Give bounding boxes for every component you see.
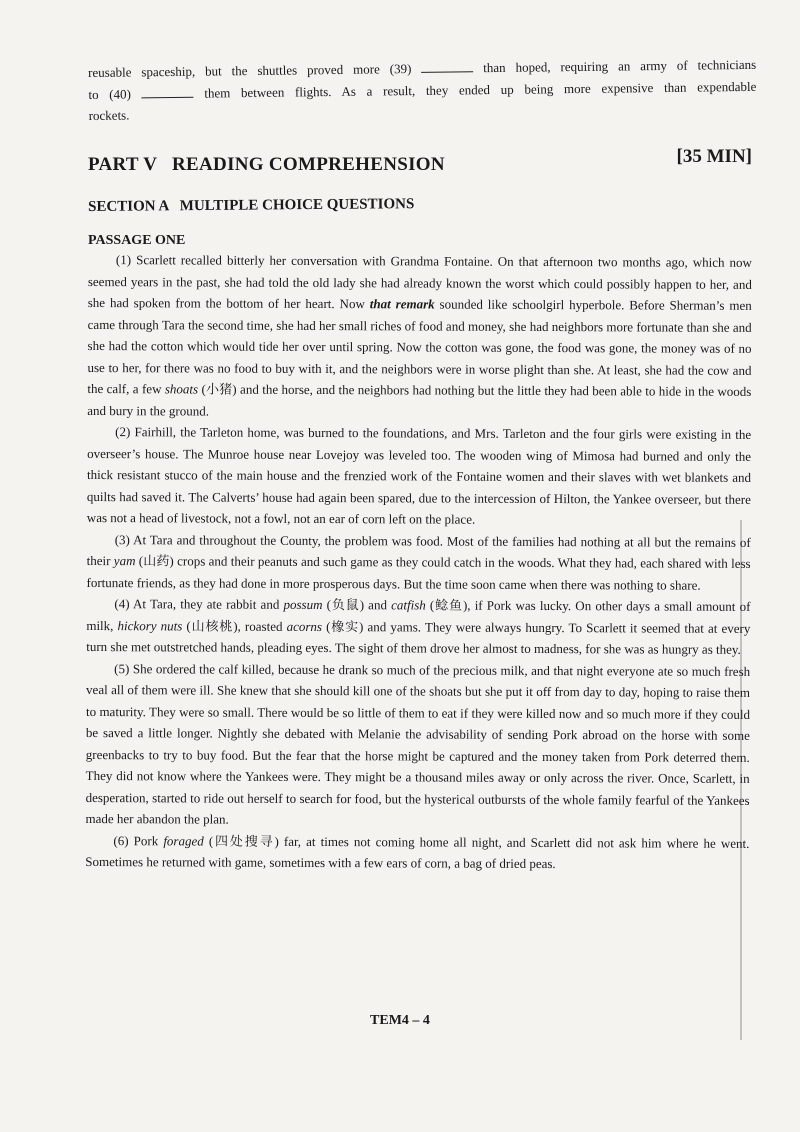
paragraph-1: (1) Scarlett recalled bitterly her conversation with Grandma Fontaine. On that afternoon two months ago, which now seemed years in the past, she had told the old lady she had already known the worst which could possibly happen to her, and she had spoken from the bottom of her heart. Now that remark sounded like schoolgirl hyperbole. Before Sherman’s men came through Tara the second time, she had her small riches of food and money, she had neighbors more fortunate than she and she had the cotton which would tide her over until spring. Now the cotton was gone, the food was gone, the money was of no use to her, for there was no food to buy with it, and the neighbors were in worse plight than she. At least, she had the cow and the calf, a few shoats (小猪) and the horse, and the neighbors had nothing but the little they had been able to hide in the woods and bury in the ground. [87,252,752,419]
passage-label: PASSAGE ONE [88,233,186,248]
paragraph-2: (2) Fairhill, the Tarleton home, was burned to the foundations, and Mrs. Tarleton and the four girls were existing in the overseer’s house. The Munroe house near Lovejoy was leveled too. The wooden wing of Mimosa had burned and only the thick resistant stucco of the main house and the frenzied work of the Fontaine women and their slaves with wet blankets and quilts had saved it. The Calverts’ house had again been spared, due to the intercession of Hilton, the Yankee overseer, but there was not a head of livestock, not a fowl, not an ear of corn left on the place. [86,424,752,527]
page-edge-shadow [740,520,742,1040]
blank-39 [421,59,473,73]
intro-line-1: reusable spaceship, but the shuttles proved more (39) than hoped, requiring an army of technicians [88,56,757,80]
paragraph-3: (3) At Tara and throughout the County, the problem was food. Most of the families had nothing at all but the remains of their yam (山药) crops and their peanuts and such game as they could catch in the woods. What they had, each shared with less fortunate friends, as they had done in more prosperous days. But the time soon came when there was nothing to share. [86,531,751,593]
intro-line-3: rockets. [88,107,130,123]
page-number: TEM4 – 4 [370,1013,430,1028]
paragraph-4: (4) At Tara, they ate rabbit and possum (负鼠) and catfish (鲶鱼), if Pork was lucky. On other days a small amount of milk, hickory nuts (山核桃), roasted acorns (橡实) and yams. They were always hungry. To Scarlett it seemed that at every turn she met outstretched hands, pleading eyes. The sight of them drove her almost to madness, for she was as hungry as they. [86,596,751,657]
passage-body [85,249,752,875]
preceding-passage-fragment [88,54,757,127]
part-header [88,146,752,180]
part-time: [35 MIN] [676,146,752,167]
paragraph-5: (5) She ordered the calf killed, because he drank so much of the precious milk, and that night everyone ate so much fresh veal all of them were ill. She knew that she should kill one of the shoats but she put it off from day to day, hoping to raise them to maturity. They were so small. There would be so little of them to eat if they were killed now and so much more if they could be saved a little longer. Nightly she debated with Melanie the advisability of sending Pork abroad on the horse with some greenbacks to try to buy food. But the fear that the horse might be captured and the money taken from Pork deterred them. They did not know where the Yankees were. They might be a thousand miles away or only across the river. Once, Scarlett, in desperation, started to ride out herself to search for food, but the hysterical outbursts of the whole family fearful of the Yankees made her abandon the plan. [85,660,751,827]
intro-line-2: to (40) them between flights. As a result, they ended up being more expensive than expendable [88,78,757,102]
part-title: PART V READING COMPREHENSION [88,154,445,175]
section-title: SECTION A MULTIPLE CHOICE QUESTIONS [88,196,415,215]
blank-40 [141,84,193,98]
paragraph-6: (6) Pork foraged (四处搜寻) far, at times not coming home all night, and Scarlett did not ask him where he went. Sometimes he returned with game, sometimes with a few ears of corn, a bag of dried peas. [85,832,750,872]
